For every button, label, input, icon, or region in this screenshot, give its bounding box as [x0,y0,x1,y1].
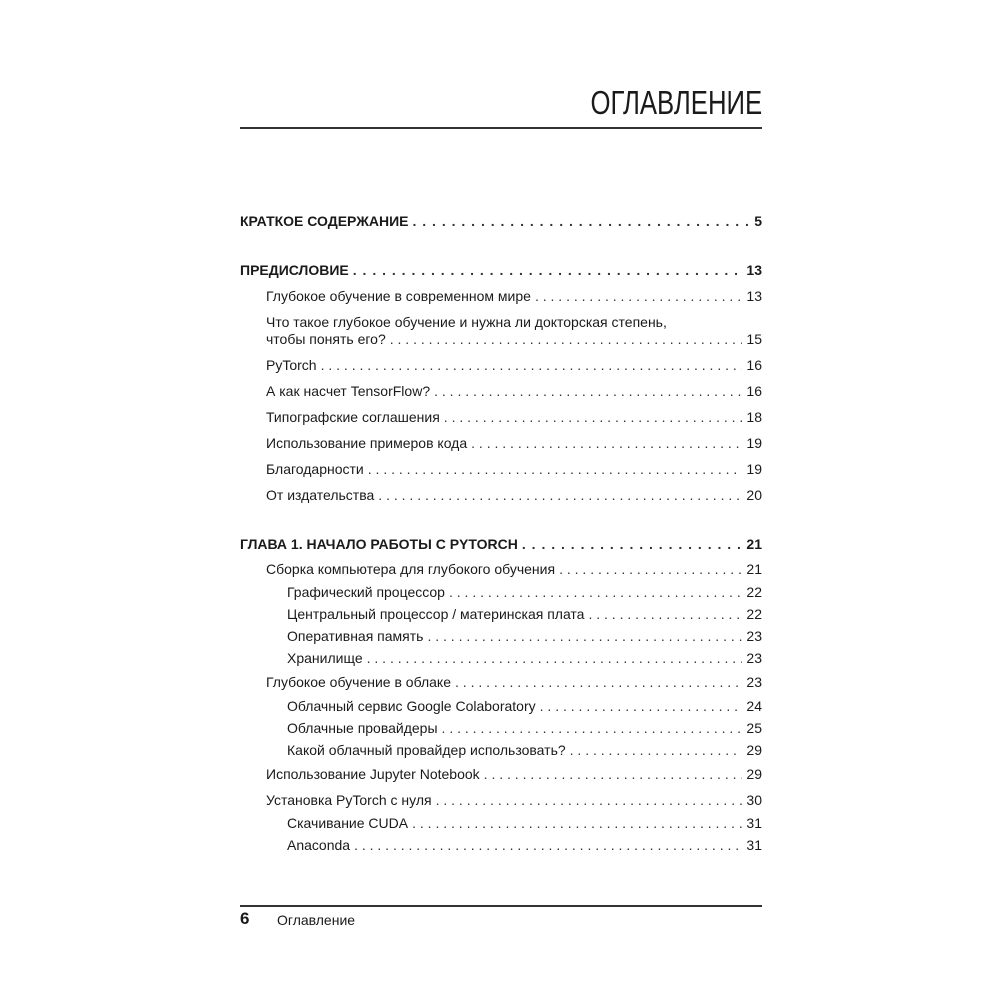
toc-entry-preface[interactable]: ПРЕДИСЛОВИЕ . . . 13 [240,262,762,278]
page-title: ОГЛАВЛЕНИЕ [590,84,762,121]
toc-entry-brief-contents[interactable]: КРАТКОЕ СОДЕРЖАНИЕ . . . 5 [240,213,762,229]
toc-entry[interactable]: Использование Jupyter Notebook . . . 29 [266,766,762,782]
toc-entry[interactable]: Глубокое обучение в современном мире . . . 13 [266,288,762,304]
running-head: Оглавление [277,912,356,928]
toc-subentry[interactable]: Графический процессор . . . 22 [287,584,762,600]
page-number: 6 [240,909,250,928]
toc-subentry[interactable]: Оперативная память . . . 23 [287,628,762,644]
toc-subentry[interactable]: Облачные провайдеры . . . 25 [287,720,762,736]
toc-entry[interactable]: чтобы понять его? . . . 15 [266,331,762,347]
toc-subentry[interactable]: Хранилище . . . 23 [287,650,762,666]
toc-entry[interactable]: Благодарности . . . 19 [266,461,762,477]
toc-entry-line1[interactable]: Что такое глубокое обучение и нужна ли докторская степень, [266,314,667,330]
toc-subentry[interactable]: Какой облачный провайдер использовать? . . . 29 [287,742,762,758]
toc-subentry[interactable]: Anaconda . . . 31 [287,837,762,853]
toc-entry[interactable]: Использование примеров кода . . . 19 [266,435,762,451]
toc-entry[interactable]: PyTorch . . . 16 [266,357,762,373]
toc-subentry[interactable]: Облачный сервис Google Colaboratory . . . 24 [287,698,762,714]
toc-subentry[interactable]: Скачивание CUDA . . . 31 [287,815,762,831]
toc-entry[interactable]: Установка PyTorch с нуля . . . 30 [266,792,762,808]
toc-entry[interactable]: Типографские соглашения . . . 18 [266,409,762,425]
toc-entry[interactable]: От издательства . . . 20 [266,487,762,503]
toc-entry[interactable]: Сборка компьютера для глубокого обучения . . . 21 [266,561,762,577]
toc-entry-chapter-1[interactable]: ГЛАВА 1. НАЧАЛО РАБОТЫ С PYTORCH . . . 21 [240,536,762,552]
toc-entry[interactable]: А как насчет TensorFlow? . . . 16 [266,383,762,399]
toc-subentry[interactable]: Центральный процессор / материнская плата . . . 22 [287,606,762,622]
footer-rule [240,905,762,907]
toc-entry[interactable]: Глубокое обучение в облаке . . . 23 [266,674,762,690]
